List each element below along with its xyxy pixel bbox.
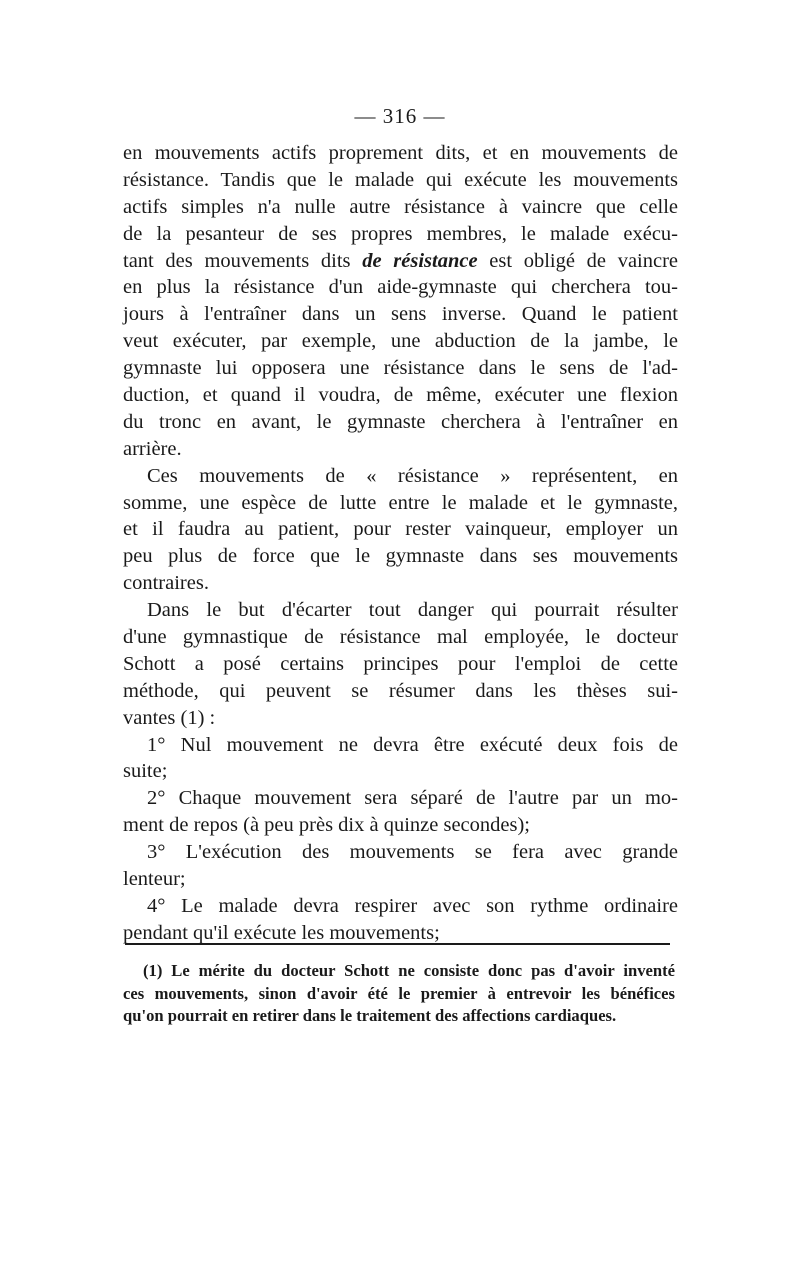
text-line: en mouvements actifs proprement dits, et en mouvements de: [123, 142, 678, 164]
text-line: suite;: [123, 760, 168, 783]
text-line: duction, et quand il voudra, de même, exécuter une flexion: [123, 384, 678, 407]
main-text: [123, 140, 678, 947]
text-line: somme, une espèce de lutte entre le malade et le gymnaste,: [123, 491, 678, 514]
footnote-divider: [125, 943, 670, 945]
text-line: résistance. Tandis que le malade qui exécute les mouvements: [123, 168, 678, 191]
text-line: peu plus de force que le gymnaste dans ses mouvements: [123, 545, 678, 568]
text-line: gymnaste lui opposera une résistance dans le sens de l'ad-: [123, 357, 678, 380]
footnote: [123, 960, 675, 1028]
text-segment: est obligé de vaincre: [489, 249, 679, 272]
text-line: du tronc en avant, le gymnaste cherchera à l'entraîner en: [123, 410, 678, 433]
text-line: [123, 248, 678, 275]
text-line: Schott a posé certains principes pour l'emploi de cette: [123, 652, 678, 675]
text-line: de la pesanteur de ses propres membres, le malade exécu-: [123, 222, 678, 245]
footnote-line: (1) Le mérite du docteur Schott ne consiste donc pas d'avoir inventé: [143, 961, 675, 980]
text-line: veut exécuter, par exemple, une abduction de la jambe, le: [123, 330, 678, 353]
text-line: contraires.: [123, 572, 209, 595]
text-line: et il faudra au patient, pour rester vainqueur, employer un: [123, 518, 678, 541]
italic-term: de résistance: [362, 249, 478, 272]
text-line: Dans le but d'écarter tout danger qui pourrait résulter: [147, 599, 678, 622]
text-line: d'une gymnastique de résistance mal employée, le docteur: [123, 626, 678, 649]
text-line: actifs simples n'a nulle autre résistance à vaincre que celle: [123, 195, 678, 218]
text-line: en plus la résistance d'un aide-gymnaste qui cherchera tou-: [123, 276, 678, 299]
text-line: lenteur;: [123, 868, 186, 891]
page-number: — 316 —: [354, 104, 446, 128]
footnote-line: ces mouvements, sinon d'avoir été le premier à entrevoir les bénéfices: [123, 983, 675, 1003]
text-line: arrière.: [123, 437, 182, 460]
text-line: pendant qu'il exécute les mouvements;: [123, 921, 440, 944]
text-line: 2° Chaque mouvement sera séparé de l'autre par un mo-: [147, 787, 678, 810]
text-line: 4° Le malade devra respirer avec son rythme ordinaire: [147, 894, 678, 917]
text-line: Ces mouvements de « résistance » représentent, en: [147, 464, 678, 487]
text-line: méthode, qui peuvent se résumer dans les thèses sui-: [123, 679, 678, 702]
footnote-line: qu'on pourrait en retirer dans le traitement des affections cardiaques.: [123, 1006, 617, 1025]
text-segment: tant des mouvements dits: [123, 249, 351, 272]
text-line: 1° Nul mouvement ne devra être exécuté deux fois de: [147, 733, 678, 756]
text-line: ment de repos (à peu près dix à quinze secondes);: [123, 814, 531, 837]
text-line: 3° L'exécution des mouvements se fera avec grande: [147, 841, 678, 864]
text-line: vantes (1) :: [123, 706, 216, 729]
text-line: jours à l'entraîner dans un sens inverse. Quand le patient: [123, 303, 678, 326]
